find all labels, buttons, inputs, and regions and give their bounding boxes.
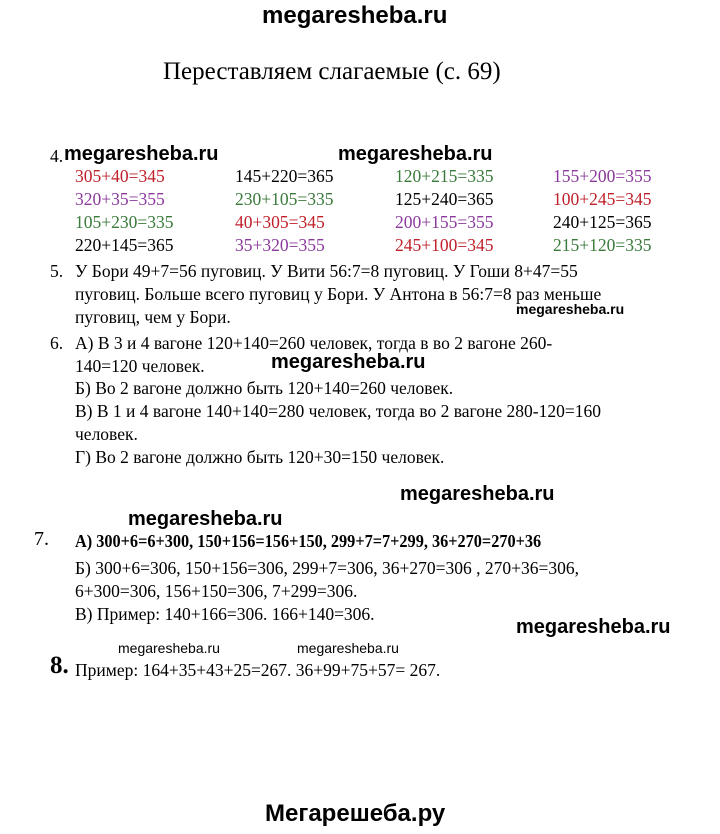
watermark-task4-b: megaresheba.ru	[338, 143, 493, 165]
watermark-task6: megaresheba.ru	[271, 351, 426, 373]
expr-cell: 125+240=365	[395, 189, 494, 209]
watermark-task4-a: megaresheba.ru	[64, 143, 219, 165]
page-title: Переставляем слагаемые (с. 69)	[163, 58, 501, 85]
watermark-task8-a: megaresheba.ru	[118, 640, 220, 656]
watermark-task5: megaresheba.ru	[516, 301, 625, 317]
expr-cell: 305+40=345	[75, 166, 165, 186]
expr-cell: 200+155=355	[395, 212, 494, 232]
task-7-number: 7.	[34, 528, 49, 550]
task-5-number: 5.	[50, 261, 64, 281]
task-5-line: У Бори 49+7=56 пуговиц. У Вити 56:7=8 пуговиц. У Гоши 8+47=55	[75, 261, 578, 281]
task-7-line: Б) 300+6=306, 150+156=306, 299+7=306, 36+270=306 , 270+36=306,	[75, 558, 579, 578]
expr-cell: 145+220=365	[235, 166, 334, 186]
watermark-task7: megaresheba.ru	[128, 508, 283, 530]
task-4-number: 4.	[50, 146, 64, 166]
expr-cell: 120+215=335	[395, 166, 494, 186]
task-8-number: 8.	[50, 652, 69, 679]
task-7-line: В) Пример: 140+166=306. 166+140=306.	[75, 604, 375, 624]
watermark-top: megaresheba.ru	[262, 2, 448, 29]
expr-cell: 155+200=355	[553, 166, 652, 186]
expr-cell: 220+145=365	[75, 235, 174, 255]
expr-cell: 35+320=355	[235, 235, 325, 255]
watermark-task7-b: megaresheba.ru	[516, 616, 671, 638]
expr-cell: 105+230=335	[75, 212, 174, 232]
task-6-line: В) В 1 и 4 вагоне 140+140=280 человек, тогда во 2 вагоне 280-120=160	[75, 401, 601, 421]
expr-cell: 215+120=335	[553, 235, 652, 255]
watermark-task8-b: megaresheba.ru	[297, 640, 399, 656]
task-7-line: 6+300=306, 156+150=306, 7+299=306.	[75, 581, 358, 601]
expr-cell: 40+305=345	[235, 212, 325, 232]
task-6-line: человек.	[75, 424, 138, 444]
task-6-line: 140=120 человек.	[75, 356, 205, 376]
watermark-middle: megaresheba.ru	[400, 483, 555, 505]
expr-cell: 100+245=345	[553, 189, 652, 209]
expr-cell: 245+100=345	[395, 235, 494, 255]
task-6-number: 6.	[50, 333, 64, 353]
expr-cell: 320+35=355	[75, 189, 165, 209]
task-6-line: Б) Во 2 вагоне должно быть 120+140=260 человек.	[75, 378, 454, 398]
task-5-line: пуговиц. Больше всего пуговиц у Бори. У Антона в 56:7=8 раз меньше	[75, 284, 602, 304]
expr-cell: 230+105=335	[235, 189, 334, 209]
task-7-line-a: А) 300+6=6+300, 150+156=156+150, 299+7=7+299, 36+270=270+36	[75, 531, 542, 551]
task-6-line: Г) Во 2 вагоне должно быть 120+30=150 человек.	[75, 447, 445, 467]
task-8-line: Пример: 164+35+43+25=267. 36+99+75+57= 267.	[75, 660, 441, 680]
expr-cell: 240+125=365	[553, 212, 652, 232]
task-6-line: А) В 3 и 4 вагоне 120+140=260 человек, тогда в во 2 вагоне 260-	[75, 333, 553, 353]
watermark-bottom: Мегарешеба.ру	[265, 800, 446, 827]
task-5-line: пуговиц, чем у Бори.	[75, 307, 231, 327]
